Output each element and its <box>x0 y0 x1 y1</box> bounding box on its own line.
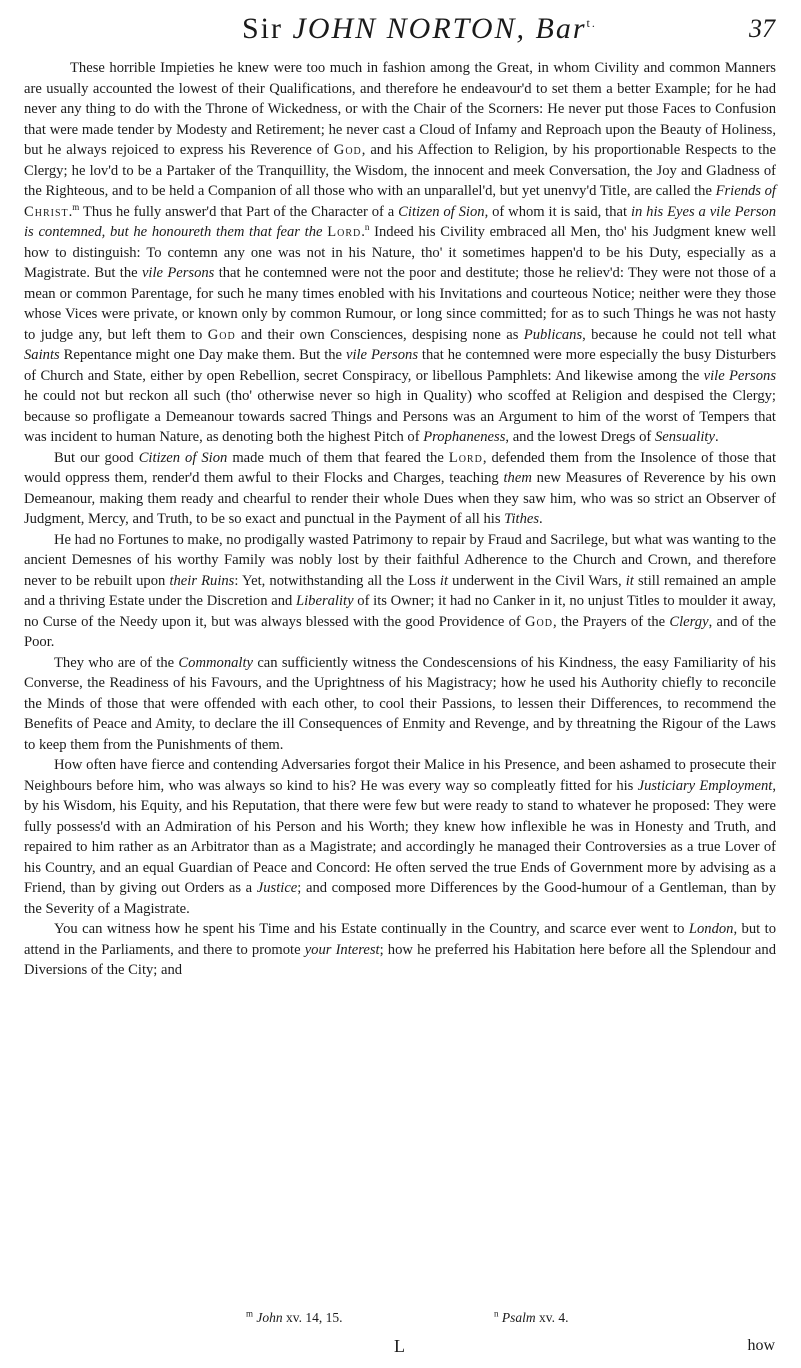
head-sir: Sir <box>242 12 284 45</box>
text-run: Thus he fully answer'd that Part of the Character of a <box>79 203 399 220</box>
text-run: He had no Fortunes to make, no prodigally wasted Patrimony to repair by Fraud and Sacrilege, but what was wanting to the ancient Demesnes of his worthy Family was nobly lost by their faithful Adherence to the Church and Crown, and therefore never to be rebuilt upon <box>24 531 776 589</box>
italic-text: them <box>503 470 532 486</box>
italic-text: Justiciary Employment <box>637 777 773 794</box>
footnote-m <box>246 1310 343 1326</box>
text-run: of its Owner; it had no Canker in it, no unjust Titles to moulder it away, no Curse of the Needy upon it, but was always blessed with the good Providence of <box>24 593 776 630</box>
italic-text: Justice <box>256 880 298 896</box>
italic-text: vile Persons <box>141 265 215 281</box>
italic-text: Prophaneness <box>423 429 506 445</box>
footnote-m-mark: m <box>246 1308 254 1319</box>
head-bart-sup: t. <box>586 16 597 30</box>
text-run: But our good <box>54 449 139 466</box>
text-run: , and of the Poor. <box>24 613 776 650</box>
paragraph <box>24 919 776 981</box>
text-run: , the Prayers of the <box>552 613 670 630</box>
small-caps-text: God <box>525 613 553 630</box>
text-run: made much of them that feared the <box>227 449 449 466</box>
text-run: Repentance might one Day make them. But the <box>59 347 346 363</box>
paragraph <box>24 530 776 653</box>
footnote-m-ref: John <box>256 1310 283 1325</box>
text-run: They who are of the <box>54 654 179 671</box>
italic-text: Tithes <box>504 511 540 527</box>
text-run: , and his Affection to Religion, by his proportionable Respects to the Clergy; he lov'd to be a Partaker of the Tranquillity, the Wisdom, the innocent and meek Conversation, the Joy and Gladness of the Righteous, and to be held a Companion of all those who with an unparallel'd, but yet unenvy'd Title, are called the <box>24 142 776 199</box>
italic-text: their Ruins <box>169 572 235 589</box>
paragraph <box>24 448 776 530</box>
head-bart: Bar <box>535 12 587 45</box>
text-run: ; how he preferred his Habitation here before all the Splendour and Diversions of the City; and <box>24 941 776 978</box>
italic-text: it <box>625 572 634 589</box>
text-run: , of whom it is said, that <box>484 203 631 220</box>
italic-text: Commonalty <box>178 654 254 671</box>
italic-text: Saints <box>24 347 60 363</box>
head-norton: NORTON, <box>386 12 526 45</box>
text-run: , defended them from the Insolence of those that would oppress them, render'd them awful to their Flocks and Charges, teaching <box>24 449 777 486</box>
text-run: Indeed his Civility embraced all Men, tho' his Judgment knew well how to distinguish: To contemn any one was not in his Nature, tho' it sometimes happen'd to be his Duty, especially as a Magistrate. But the <box>24 224 776 281</box>
text-run: , and the lowest Dregs of <box>505 429 655 445</box>
signature-mark: L <box>394 1336 405 1356</box>
paragraph <box>24 755 776 919</box>
italic-text: Publicans <box>523 326 583 343</box>
head-john: JOHN <box>292 12 378 45</box>
footnote-n-loc: xv. 4. <box>539 1310 569 1325</box>
running-head <box>0 12 801 52</box>
text-run: that he contemned were more especially the busy Disturbers of Church and State, either by open Rebellion, secret Conspiracy, or libellous Pamphlets: And likewise among the <box>24 347 776 384</box>
text-run: . <box>361 224 365 240</box>
text-run: : Yet, notwithstanding all the Loss <box>234 572 440 589</box>
italic-text: Clergy <box>669 613 709 630</box>
text-run: You can witness how he spent his Time and his Estate continually in the Country, and scarce ever went to <box>54 921 689 937</box>
text-run: How often have fierce and contending Adversaries forgot their Malice in his Presence, and been ashamed to prosecute their Neighbours before him, who was always so kind to his? He was every way so compleatly fitted for his <box>24 757 776 794</box>
catchword: how <box>747 1337 775 1354</box>
body-text <box>24 58 776 981</box>
text-run: . <box>68 203 73 220</box>
text-run: . <box>539 511 543 527</box>
italic-text: Friends of <box>715 183 776 199</box>
page-number: 37 <box>749 14 775 43</box>
text-run: and their own Consciences, despising none as <box>235 326 524 343</box>
italic-text: vile Persons <box>703 367 776 384</box>
small-caps-text: God <box>333 142 362 158</box>
footnote-m-loc: xv. 14, 15. <box>286 1310 343 1325</box>
italic-text: Liberality <box>296 593 354 609</box>
paragraph <box>24 653 776 756</box>
running-head-title <box>242 12 597 46</box>
text-run: , because he could not tell what <box>582 326 777 343</box>
small-caps-text: God <box>207 326 236 343</box>
text-run: , by his Wisdom, his Equity, and his Reputation, that there were few but were ready to stand to whatever he proposed: They were fully possess'd with an Admiration of his Person and his Worth; they knew how inflexible he was in Honesty and Truth, and repaired to him rather as an Arbitrator than as a Magistrate; and accordingly he managed their Controversies as a true Lover of his Country, and an equal Guardian of Peace and Concord: He often served the true Ends of Government more by advising as a Friend, than by giving out Orders as a <box>24 777 776 896</box>
text-run: new Measures of Reverence by his own Demeanour, making them ready and chearful to render their whole Dues when they saw him, who was so strict an Observer of Judgment, Mercy, and Truth, to be so exact and punctual in the Payment of all his <box>24 470 777 527</box>
footnote-n-mark: n <box>494 1308 499 1319</box>
italic-text: vile Persons <box>345 347 418 363</box>
small-caps-text: Christ <box>24 203 69 220</box>
text-run: can sufficiently witness the Condescensions of his Kindness, the easy Familiarity of his Converse, the Readiness of his Favours, and the Uprightness of his Magistracy; how he used his Authority chiefly to reconcile the Minds of those that were offended with each other, to cool their Passions, to lessen their Differences, to recommend the Benefits of Peace and Amity, to declare the ill Consequences of Enmity and Revenge, and by threatning the Rigour of the Laws to keep them from the Punishments of them. <box>24 654 776 753</box>
italic-text: Citizen of Sion <box>138 449 228 466</box>
small-caps-text: Lord <box>448 449 483 466</box>
text-run: . <box>714 429 719 445</box>
text-run: he could not but reckon all such (tho' otherwise never so high in Quality) who scoffed at Religion and despised the Clergy; because so profligate a Demeanour towards sacred Things and Persons was an Argument to him of the worst of Tempers that was incident to human Nature, as denoting both the highest Pitch of <box>24 388 776 445</box>
text-run: underwent in the Civil Wars, <box>448 572 626 589</box>
text-run: These horrible Impieties he knew were too much in fashion among the Great, in whom Civility and common Manners are usually accounted the lowest of their Qualifications, and therefore he endeavour'd to set them a better Example; for he had never any thing to do with the Throne of Wickedness, or with the Chair of the Scorners: He never put those Faces to Confusion that were made tender by Modesty and Retirement; he never cast a Cloud of Infamy and Reproach upon the Beauty of Holiness, but he always rejoiced to express his Reverence of <box>24 60 776 158</box>
italic-text: in his Eyes a vile Person is contemned, but he honoureth them that fear the <box>24 203 776 240</box>
small-caps-text: Lord <box>327 224 362 240</box>
text-run: , but to attend in the Parliaments, and there to promote <box>24 921 777 958</box>
paragraph <box>24 58 776 448</box>
footnote-marker: n <box>364 222 370 233</box>
footnote-n-ref: Psalm <box>501 1310 536 1325</box>
footnote-n <box>494 1310 569 1326</box>
text-run: still remained an ample and a thriving Estate under the Discretion and <box>24 572 776 609</box>
text-run: that he contemned were not the poor and destitute; those he reliev'd: They were not those of a mean or common Parentage, for such he many times enobled with his Invitations and courteous Notice; neither were they those whose Vices were private, or known only by common Rumour, or long since committed; for as to such Things he was not hasty to judge any, but left them to <box>24 265 776 343</box>
italic-text: Citizen of Sion <box>398 203 485 220</box>
text-run: ; and composed more Differences by the Good-humour of a Gentleman, than by the Severity of a Magistrate. <box>24 880 777 917</box>
italic-text: your Interest <box>304 941 380 958</box>
footnote-marker: m <box>72 201 80 212</box>
italic-text: London <box>688 921 734 937</box>
italic-text: Sensuality <box>654 429 715 445</box>
italic-text: it <box>439 572 449 589</box>
